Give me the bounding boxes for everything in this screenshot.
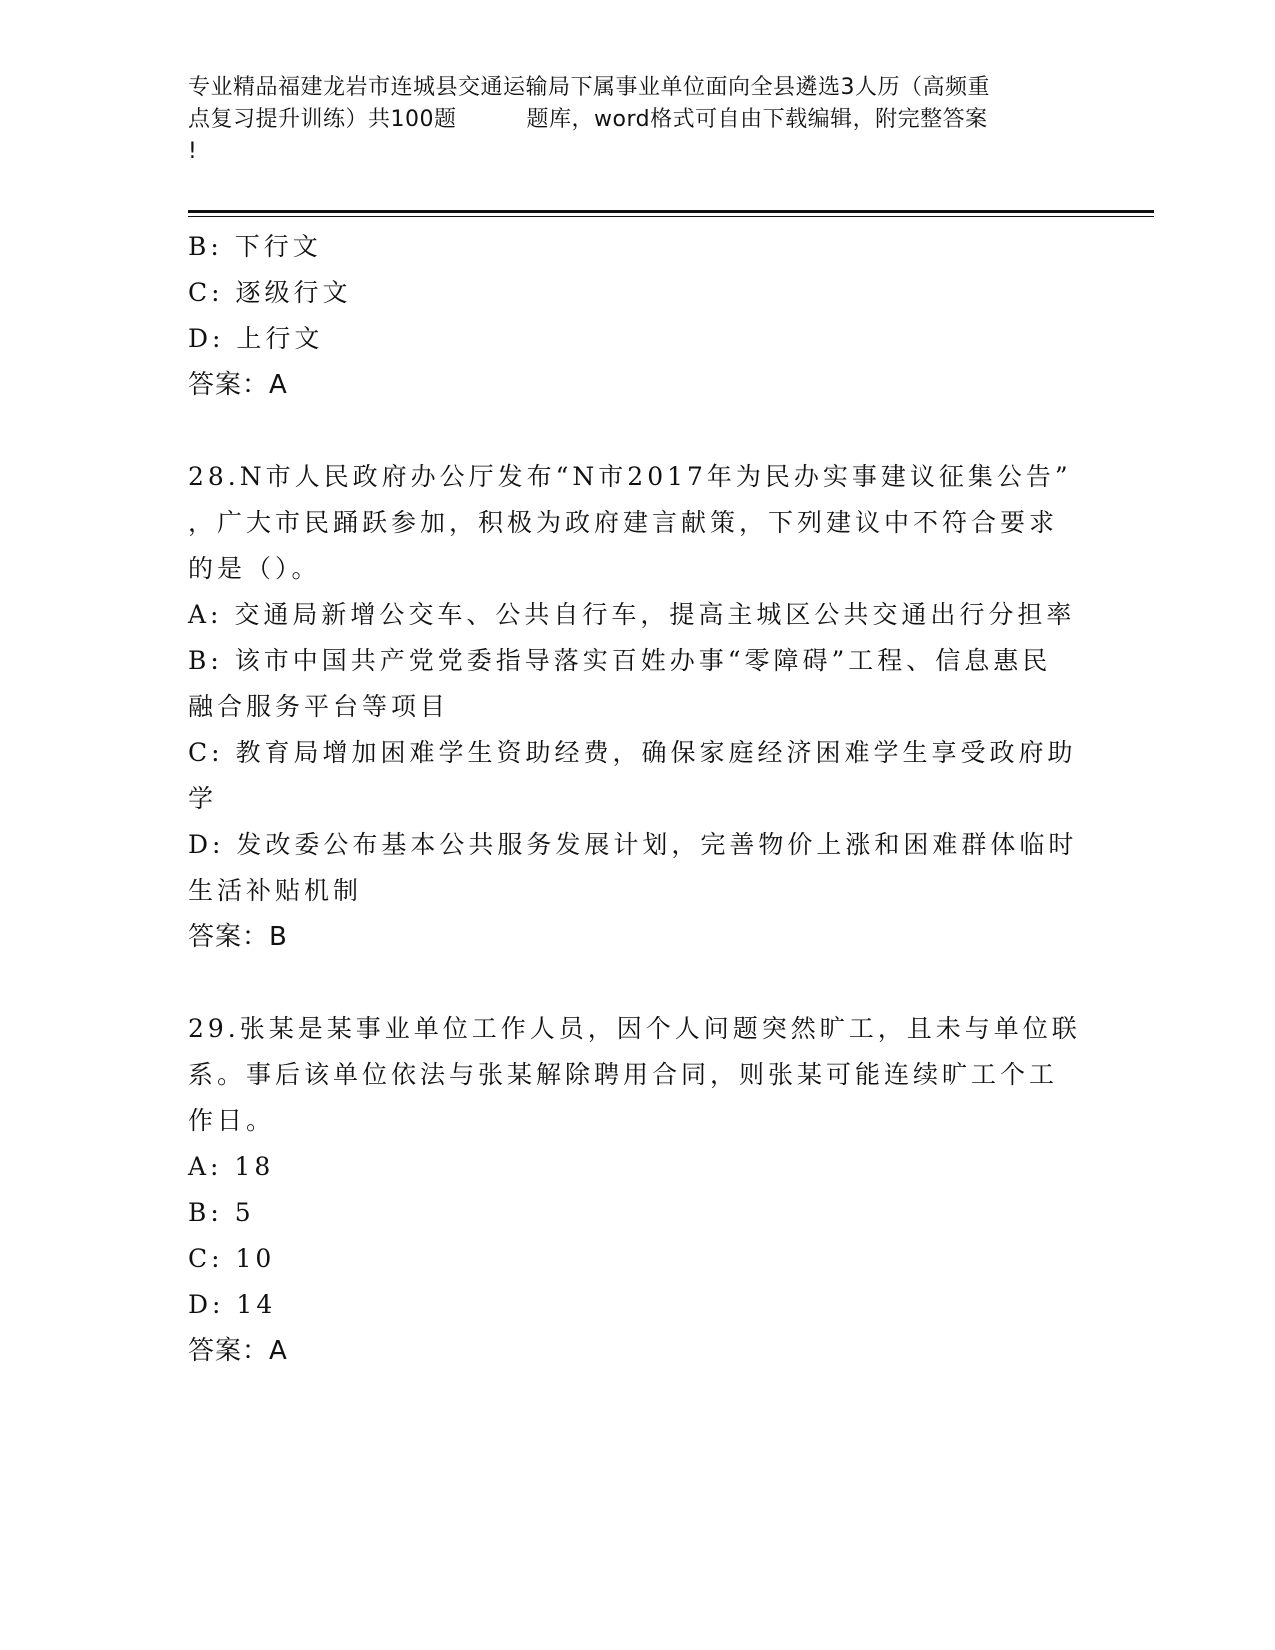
document-header [188, 72, 1088, 168]
q28-option-c-line-1: C: 教育局增加困难学生资助经费，确保家庭经济困难学生享受政府助 [188, 738, 1077, 767]
q28-stem-line-1: 28.N市人民政府办公厅发布“N市2017年为民办实事建议征集公告” [188, 462, 1072, 491]
q27-option-c: C: 逐级行文 [188, 278, 352, 307]
q28-option-d-line-1: D: 发改委公布基本公共服务发展计划，完善物价上涨和困难群体临时 [188, 830, 1078, 859]
q28-option-c-line-2: 学 [188, 784, 218, 813]
q29-stem-line-2: 系。事后该单位依法与张某解除聘用合同，则张某可能连续旷工个工 [188, 1060, 1059, 1089]
q28-option-d-line-2: 生活补贴机制 [188, 876, 363, 905]
q29-option-d: D: 14 [188, 1290, 277, 1319]
header-line-3: ! [188, 139, 198, 164]
q29-option-b: B: 5 [188, 1198, 255, 1227]
spacer [188, 960, 1088, 1006]
q28-answer: 答案：B [188, 922, 288, 952]
header-line-1: 专业精品福建龙岩市连城县交通运输局下属事业单位面向全县遴选3人历（高频重 [188, 75, 990, 100]
q28-option-b-line-2: 融合服务平台等项目 [188, 692, 450, 721]
q27-option-b: B: 下行文 [188, 232, 322, 261]
q28-option-b-line-1: B: 该市中国共产党党委指导落实百姓办事“零障碍”工程、信息惠民 [188, 646, 1052, 675]
q29-answer: 答案：A [188, 1336, 288, 1366]
q29-stem-line-1: 29.张某是某事业单位工作人员，因个人问题突然旷工，且未与单位联 [188, 1014, 1081, 1043]
q29-stem-line-3: 作日。 [188, 1106, 276, 1135]
header-line-2 [188, 104, 1088, 136]
q27-option-d: D: 上行文 [188, 324, 324, 353]
q29-option-a: A: 18 [188, 1152, 275, 1181]
header-divider-thick [188, 210, 1154, 213]
q29-option-c: C: 10 [188, 1244, 276, 1273]
question-content [188, 224, 1088, 1374]
spacer [188, 408, 1088, 454]
q28-option-a: A: 交通局新增公交车、公共自行车，提高主城区公共交通出行分担率 [188, 600, 1076, 629]
q27-answer: 答案：A [188, 370, 288, 400]
q28-stem-line-2: ，广大市民踊跃参加，积极为政府建言献策，下列建议中不符合要求 [188, 508, 1059, 537]
header-line-2-part-a: 点复习提升训练）共100题 [188, 107, 457, 132]
header-line-2-part-b: 题库，word格式可自由下载编辑，附完整答案 [526, 107, 988, 132]
header-divider-thin [188, 216, 1154, 217]
q28-stem-line-3: 的是（）。 [188, 554, 321, 583]
